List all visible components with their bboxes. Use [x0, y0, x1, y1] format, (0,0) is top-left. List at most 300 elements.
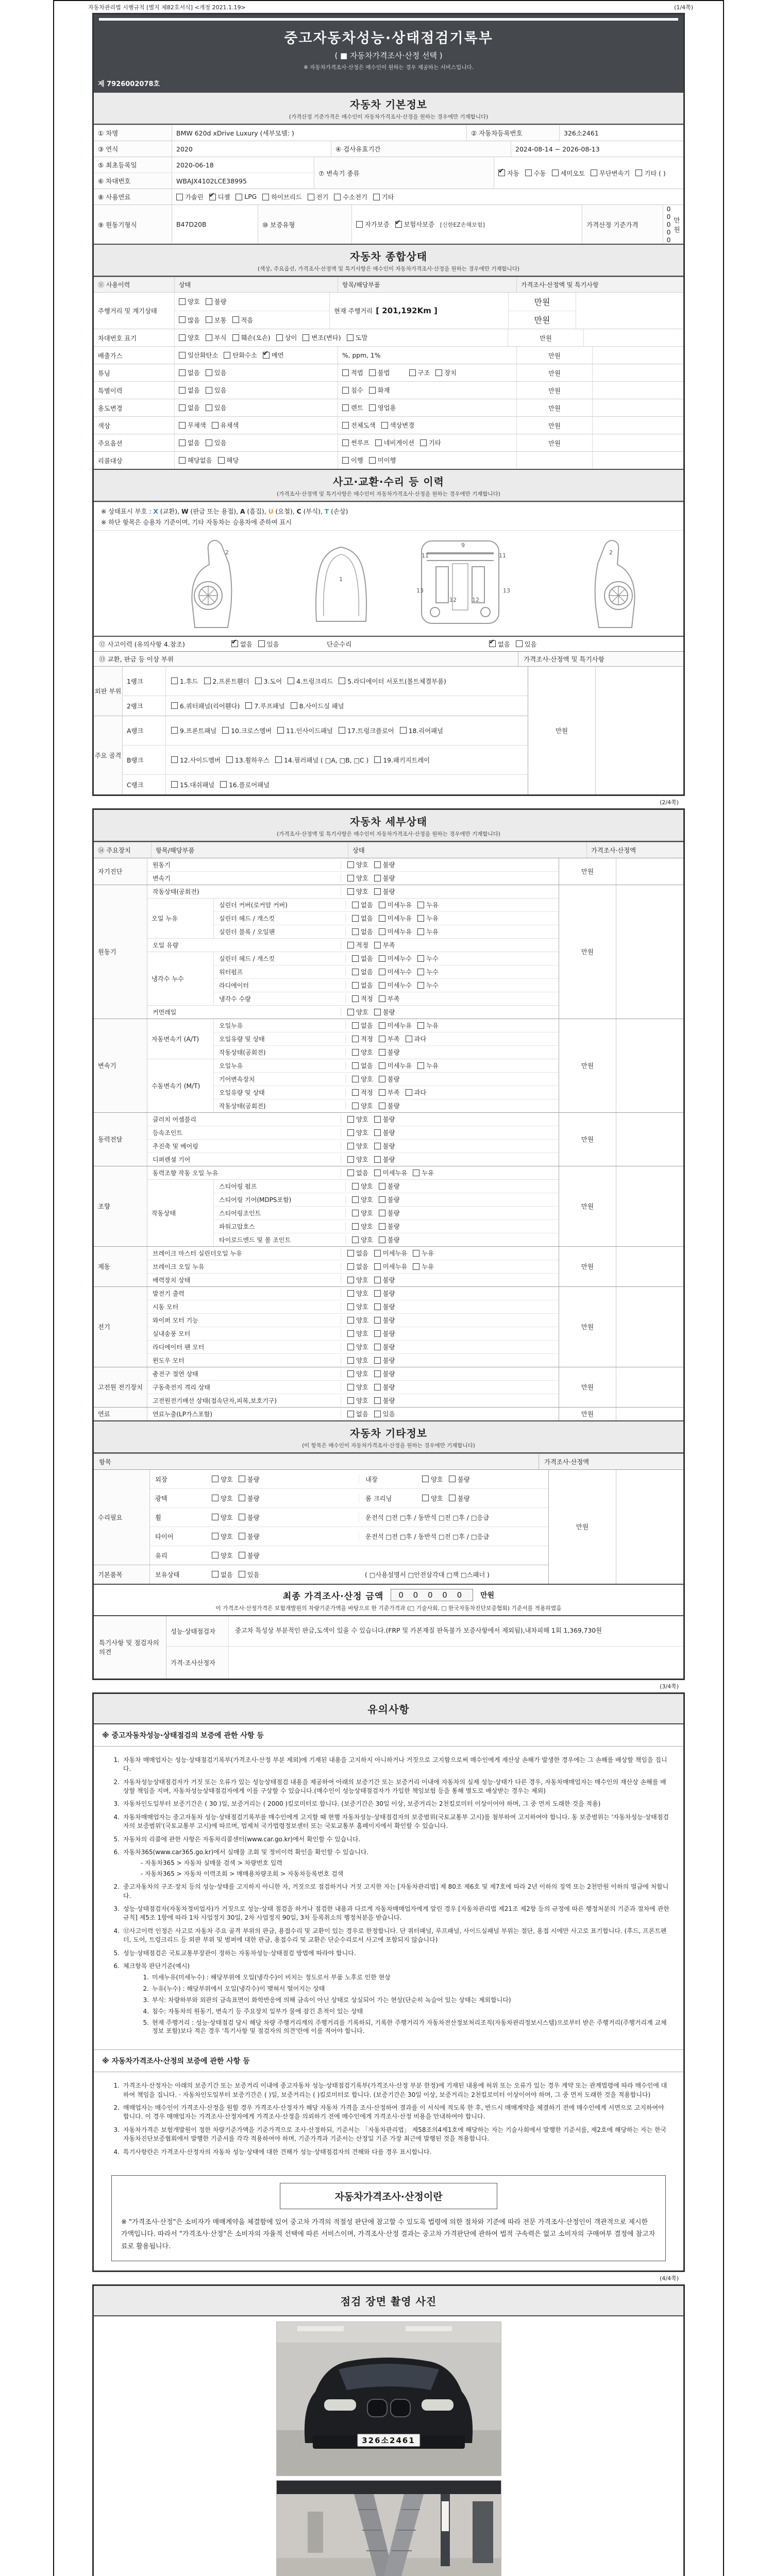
- checkbox[interactable]: [409, 369, 416, 376]
- checkbox[interactable]: [352, 915, 359, 922]
- checkbox[interactable]: [374, 1156, 381, 1163]
- appraiser-comment: [229, 1647, 683, 1679]
- checkbox[interactable]: [374, 861, 381, 868]
- item-label: 유리: [155, 1552, 167, 1560]
- checkbox[interactable]: [206, 369, 212, 376]
- checkbox-label: 없음: [240, 640, 253, 648]
- price-note-blank: [592, 382, 683, 399]
- status-checks: [174, 347, 338, 364]
- checkbox[interactable]: [552, 170, 559, 176]
- checkbox[interactable]: [379, 915, 385, 922]
- checkbox[interactable]: [347, 1411, 354, 1417]
- status-checks: [345, 1034, 559, 1043]
- checkbox[interactable]: [374, 1277, 381, 1283]
- checkbox[interactable]: [220, 781, 227, 788]
- checkbox[interactable]: [347, 1170, 354, 1176]
- checkbox[interactable]: [352, 955, 359, 962]
- checkbox-label: 적정: [361, 1089, 373, 1097]
- checkbox[interactable]: [374, 1330, 381, 1337]
- checkbox[interactable]: [422, 1495, 429, 1501]
- checkbox[interactable]: [347, 888, 354, 895]
- checkbox[interactable]: [347, 1384, 354, 1391]
- document-number: 제 7926002078호: [94, 76, 683, 92]
- outer-panel-rows: [123, 667, 528, 716]
- checkbox[interactable]: [352, 1036, 359, 1042]
- checkbox[interactable]: [417, 1022, 424, 1029]
- checkbox[interactable]: [171, 727, 178, 734]
- main-frame-group: [94, 716, 528, 794]
- checkbox[interactable]: [449, 1495, 456, 1501]
- checkbox[interactable]: [379, 1183, 385, 1190]
- checkbox[interactable]: [262, 194, 269, 200]
- legend-part: X: [153, 508, 158, 515]
- checkbox[interactable]: [379, 1036, 385, 1042]
- checkbox[interactable]: [239, 1533, 245, 1539]
- checkbox[interactable]: [342, 387, 349, 394]
- checkbox[interactable]: [291, 702, 297, 709]
- checkbox[interactable]: [417, 902, 424, 908]
- row-label: 배출가스: [98, 352, 123, 360]
- notice-section-b-title: ※ 자동차가격조사·산정의 보증에 관한 사항 등: [94, 2049, 683, 2072]
- checkbox[interactable]: [374, 1370, 381, 1377]
- checkbox[interactable]: [347, 1116, 354, 1123]
- checkbox-label: 훼손(오손): [241, 334, 271, 342]
- rank-price-blank: [595, 667, 683, 794]
- checkbox[interactable]: [212, 1571, 219, 1578]
- vin: WBAJX4102LCE38995: [172, 173, 314, 189]
- checkbox[interactable]: [212, 1533, 219, 1539]
- checkbox[interactable]: [379, 995, 385, 1002]
- checkbox[interactable]: [352, 1223, 359, 1230]
- checkbox[interactable]: [374, 1143, 381, 1149]
- checkbox[interactable]: [352, 982, 359, 989]
- checkbox[interactable]: [206, 439, 212, 446]
- checkbox[interactable]: [374, 1303, 381, 1310]
- checkbox[interactable]: [352, 1210, 359, 1216]
- checkbox[interactable]: [179, 316, 186, 323]
- diagram-part-number: 12: [472, 596, 479, 603]
- checkbox[interactable]: [224, 352, 230, 359]
- checkbox[interactable]: [489, 640, 496, 647]
- checkbox-label: 양호: [356, 1330, 368, 1338]
- checkbox[interactable]: [206, 298, 212, 305]
- checkbox[interactable]: [303, 334, 309, 341]
- checkbox[interactable]: [179, 369, 186, 376]
- checkbox-label: 자동: [507, 170, 519, 177]
- checkbox[interactable]: [374, 1397, 381, 1404]
- checkbox[interactable]: [379, 928, 385, 935]
- checkbox[interactable]: [379, 1236, 385, 1243]
- checkbox[interactable]: [379, 1049, 385, 1056]
- item-cell: [338, 364, 516, 381]
- checkbox[interactable]: [374, 888, 381, 895]
- checkbox[interactable]: [347, 1370, 354, 1377]
- checkbox[interactable]: [222, 727, 229, 734]
- device-name: 고전원 전기장치: [94, 1367, 147, 1407]
- checkbox[interactable]: [356, 221, 363, 228]
- checkbox[interactable]: [374, 1290, 381, 1297]
- checkbox[interactable]: [379, 982, 385, 989]
- checkbox[interactable]: [209, 194, 216, 200]
- checkbox[interactable]: [288, 677, 294, 684]
- checkbox[interactable]: [591, 170, 597, 176]
- accident-history-row: [94, 636, 683, 651]
- checkbox[interactable]: [347, 942, 354, 948]
- checkbox[interactable]: [239, 1552, 245, 1558]
- checkbox[interactable]: [347, 861, 354, 868]
- page-marker-2: (2/4쪽): [660, 799, 679, 806]
- checkbox[interactable]: [347, 1303, 354, 1310]
- checkbox[interactable]: [347, 334, 354, 341]
- checkbox-label: 양호: [356, 1344, 368, 1351]
- checkbox[interactable]: [379, 1062, 385, 1069]
- subgroup-label: 수동변속기 (M/T): [147, 1059, 214, 1112]
- row-label: 특별이력: [98, 387, 123, 395]
- rank-label: 1랭크: [123, 667, 166, 696]
- checkbox[interactable]: [226, 756, 233, 763]
- notice-text: [123, 1883, 670, 1901]
- checkbox[interactable]: [179, 439, 186, 446]
- warranty-checks: [356, 219, 440, 229]
- base-price-value: [663, 205, 683, 244]
- checkbox[interactable]: [417, 955, 424, 962]
- checkbox[interactable]: [374, 756, 381, 763]
- checkbox[interactable]: [276, 334, 283, 341]
- checkbox[interactable]: [347, 1263, 354, 1270]
- checkbox[interactable]: [347, 1317, 354, 1324]
- checkbox[interactable]: [406, 1036, 412, 1042]
- checkbox[interactable]: [179, 298, 186, 305]
- checkbox[interactable]: [373, 194, 380, 200]
- checkbox-label: 없음: [188, 387, 200, 395]
- block-rows: [147, 939, 559, 952]
- device-block: [147, 1113, 559, 1166]
- checkbox[interactable]: [275, 756, 282, 763]
- checkbox[interactable]: [417, 928, 424, 935]
- block-rows: [147, 885, 559, 898]
- checkbox[interactable]: [352, 1049, 359, 1056]
- checkbox[interactable]: [413, 1250, 419, 1257]
- checkbox[interactable]: [179, 387, 186, 394]
- misc-row: [150, 1488, 548, 1507]
- checkbox[interactable]: [179, 457, 186, 464]
- mileage-status-b: [175, 311, 329, 329]
- notice-text-body: 성능·상태점검자(자동차정비업자)가 거짓으로 성능·상태 점검을 하거나 점검한 내용과 다르게 자동차매매업자에게 알린 경우 [자동차관리법 제21조 제2항 등의 규정에 따른 행정처분의 기준과 절차에 관한 규칙] 제5조 1항에 따라 1차 사업정지 30일, 2차 사업정지 90일, 3차 등록취소의 행정처분을 받습니다.: [123, 1905, 669, 1922]
- item-label: 실린더 블록 / 오일팬: [219, 928, 275, 936]
- price-note-blank: [592, 399, 683, 416]
- checkbox[interactable]: [417, 915, 424, 922]
- checkbox[interactable]: [347, 1397, 354, 1404]
- checkbox[interactable]: [379, 1196, 385, 1203]
- checkbox[interactable]: [449, 1476, 456, 1482]
- checkbox[interactable]: [352, 1022, 359, 1029]
- checkbox[interactable]: [420, 439, 427, 446]
- checkbox[interactable]: [347, 1143, 354, 1149]
- checkbox[interactable]: [400, 727, 407, 734]
- checkbox[interactable]: [413, 1263, 419, 1270]
- item-label: 외장: [155, 1476, 167, 1483]
- checkbox[interactable]: [379, 1022, 385, 1029]
- notice-number: 4.: [113, 2148, 120, 2156]
- checkbox[interactable]: [369, 404, 376, 411]
- checkbox[interactable]: [342, 369, 349, 376]
- checkbox[interactable]: [239, 1571, 245, 1578]
- checkbox[interactable]: [347, 1250, 354, 1257]
- device-name: 자기진단: [94, 858, 147, 885]
- checkbox[interactable]: [342, 404, 349, 411]
- checkbox[interactable]: [255, 677, 262, 684]
- detail-row: [147, 871, 559, 885]
- item-label: 오일누유: [219, 1022, 243, 1029]
- checkbox[interactable]: [352, 1103, 359, 1109]
- checkbox[interactable]: [263, 352, 270, 359]
- detail-row: [147, 939, 559, 952]
- checkbox[interactable]: [525, 170, 532, 176]
- checkbox[interactable]: [516, 640, 523, 647]
- checkbox[interactable]: [179, 404, 186, 411]
- notice-subline: - 자동차365 > 자동차 이력조회 > 매매용차량조회 > 자동차등록번호 검색: [141, 1870, 344, 1878]
- status-checks: [341, 1248, 559, 1258]
- checkbox-label: 무채색: [188, 422, 206, 430]
- item-label: 워터펌프: [219, 968, 243, 976]
- checkbox[interactable]: [212, 422, 219, 429]
- document-page: [53, 0, 724, 2576]
- checkbox[interactable]: [277, 727, 284, 734]
- checkbox[interactable]: [347, 1357, 354, 1364]
- notice-number: 3.: [113, 1905, 120, 1913]
- checkbox[interactable]: [239, 1495, 245, 1501]
- device-block: [147, 1247, 559, 1286]
- checkbox[interactable]: [204, 677, 211, 684]
- status-checks: [341, 873, 559, 883]
- checkbox[interactable]: [176, 194, 183, 200]
- engine-type: B47D20B: [172, 205, 258, 244]
- checkbox[interactable]: [352, 969, 359, 975]
- checkbox[interactable]: [413, 1170, 419, 1176]
- checkbox-label: 부족: [382, 942, 395, 950]
- checkbox[interactable]: [374, 1263, 381, 1270]
- checkbox[interactable]: [422, 1476, 429, 1482]
- checkbox[interactable]: [258, 640, 265, 647]
- checkbox-label: LPG: [244, 193, 257, 200]
- misc-price-blank: [616, 1470, 683, 1584]
- checkbox[interactable]: [212, 1495, 219, 1501]
- checkbox[interactable]: [334, 194, 341, 200]
- checkbox[interactable]: [374, 1384, 381, 1391]
- status-checks: [345, 1195, 559, 1204]
- checkbox[interactable]: [374, 942, 381, 948]
- checkbox-label: 양호: [361, 1183, 373, 1191]
- checkbox-label: 부족: [387, 1036, 400, 1043]
- checkbox[interactable]: [352, 1062, 359, 1069]
- comprehensive-row: [94, 451, 683, 469]
- group-price-blank: [616, 1287, 683, 1367]
- checkbox[interactable]: [171, 781, 178, 788]
- checkbox[interactable]: [635, 170, 642, 176]
- checkbox[interactable]: [308, 194, 314, 200]
- checkbox[interactable]: [212, 1514, 219, 1520]
- checkbox-label: 불량: [382, 1397, 395, 1405]
- checkbox[interactable]: [381, 422, 388, 429]
- checkbox[interactable]: [369, 387, 376, 394]
- checkbox[interactable]: [236, 194, 242, 200]
- base-price-unit: 만원: [674, 216, 680, 233]
- checkbox[interactable]: [245, 702, 252, 709]
- checkbox[interactable]: [498, 170, 505, 176]
- checkbox[interactable]: [406, 1089, 412, 1096]
- checkbox[interactable]: [239, 1476, 245, 1482]
- field-label: ① 차명: [94, 125, 172, 141]
- vehicle-name: BMW 620d xDrive Luxury (세부모델: ): [172, 125, 466, 141]
- inspection-validity: 2024-08-14 ~ 2026-08-13: [511, 141, 683, 157]
- checkbox[interactable]: [206, 404, 212, 411]
- checkbox[interactable]: [417, 982, 424, 989]
- status-checks: [341, 940, 559, 950]
- checkbox[interactable]: [374, 1009, 381, 1015]
- checkbox[interactable]: [231, 640, 238, 647]
- device-block: [147, 858, 559, 885]
- inspector-opinion: [94, 1615, 683, 1679]
- checkbox-label: 과다: [414, 1089, 427, 1097]
- checkbox[interactable]: [339, 677, 345, 684]
- checkbox-label: 양호: [356, 875, 368, 883]
- checkbox-label: 불량: [382, 1344, 395, 1351]
- item-label: 발전기 출력: [153, 1290, 184, 1297]
- checkbox-label: 누유: [422, 1263, 434, 1271]
- checkbox[interactable]: [379, 1103, 385, 1109]
- checkbox[interactable]: [347, 1344, 354, 1350]
- checkbox[interactable]: [379, 902, 385, 908]
- checkbox-label: 불량: [382, 1129, 395, 1137]
- checkbox[interactable]: [379, 969, 385, 975]
- notice-number: 6.: [113, 1962, 120, 1970]
- checkbox[interactable]: [339, 727, 345, 734]
- checkbox[interactable]: [232, 316, 239, 323]
- device-block: [147, 1019, 559, 1059]
- checkbox[interactable]: [374, 1116, 381, 1123]
- checkbox[interactable]: [395, 221, 402, 228]
- checkbox[interactable]: [379, 1089, 385, 1096]
- detail-row: [214, 1233, 559, 1246]
- notice-text: [123, 1962, 670, 2038]
- checkbox[interactable]: [212, 1476, 219, 1482]
- checkbox[interactable]: [342, 422, 349, 429]
- checkbox[interactable]: [417, 969, 424, 975]
- checkbox[interactable]: [374, 1129, 381, 1136]
- checkbox[interactable]: [179, 352, 186, 359]
- checkbox[interactable]: [171, 756, 178, 763]
- checkbox[interactable]: [352, 928, 359, 935]
- row-label: 튜닝: [98, 369, 110, 377]
- item-label: 오일유량 및 상태: [219, 1035, 265, 1043]
- comprehensive-row: [94, 399, 683, 416]
- checkbox-label: 영업용: [377, 404, 396, 412]
- col-status: 상태: [348, 842, 586, 858]
- checkbox[interactable]: [379, 955, 385, 962]
- checkbox[interactable]: [206, 334, 212, 341]
- diagram-part-number: 13: [416, 587, 424, 594]
- status-checks-wide: [174, 329, 508, 346]
- checkbox[interactable]: [347, 1156, 354, 1163]
- checkbox[interactable]: [379, 1223, 385, 1230]
- checkbox[interactable]: [435, 369, 442, 376]
- checkbox[interactable]: [342, 457, 349, 464]
- checkbox-label: 기타 ( ): [644, 170, 666, 177]
- checkbox[interactable]: [239, 1514, 245, 1520]
- checkbox[interactable]: [379, 1210, 385, 1216]
- checkbox[interactable]: [206, 316, 212, 323]
- checkbox[interactable]: [417, 1062, 424, 1069]
- device-group: [94, 1367, 683, 1407]
- status-checks: [341, 1409, 559, 1418]
- notice-text-body: 가격조사·산정자는 아래의 보증기간 또는 보증거리 이내에 중고자동차 성능·상태점검기록부(가격조사·산정 부분 한정)에 기재된 내용에 허위 또는 오류가 있는 경우 계약 또는 관계법령에 따라 매수인에 대하여 책임을 집니다. · 자동차인도일부터 보증기간은 ( )일, 보증거리는 ( )킬로미터로 합니다. (보증기간은 30일 이상, 보증거리는 2천킬로미터 이상이어야 하며, 그 중 먼저 도래한 것을 적용합니다): [123, 2082, 667, 2098]
- notice-item: [107, 2148, 670, 2157]
- checkbox[interactable]: [347, 1330, 354, 1337]
- checkbox[interactable]: [374, 1317, 381, 1324]
- checkbox[interactable]: [352, 1196, 359, 1203]
- inspector-comment: 중고차 특성상 부분적인 판금,도색이 있을 수 있습니다.(FRP 및 카본재질 판독불가 보증사항에서 제외됨),내차피해 1회 1,369,730원: [235, 1627, 602, 1635]
- checkbox[interactable]: [379, 1076, 385, 1082]
- checkbox[interactable]: [206, 387, 212, 394]
- checkbox[interactable]: [352, 1089, 359, 1096]
- subitem-number: 2.: [143, 1985, 149, 1993]
- status-checks: [345, 1061, 559, 1070]
- checkbox[interactable]: [374, 1344, 381, 1350]
- checkbox[interactable]: [171, 677, 178, 684]
- checkbox[interactable]: [212, 1552, 219, 1558]
- inspection-photo-lift: [276, 2480, 501, 2576]
- checkbox-label: 있음: [524, 640, 537, 648]
- checkbox-label: 불량: [457, 1495, 470, 1502]
- opinion-row-inspector: [166, 1616, 683, 1646]
- checkbox[interactable]: [179, 422, 186, 429]
- checkbox[interactable]: [218, 457, 225, 464]
- checkbox[interactable]: [347, 1290, 354, 1297]
- checkbox[interactable]: [179, 334, 186, 341]
- checkbox[interactable]: [374, 1411, 381, 1417]
- checkbox[interactable]: [347, 875, 354, 882]
- checkbox[interactable]: [342, 439, 349, 446]
- checkbox[interactable]: [232, 334, 239, 341]
- checkbox[interactable]: [352, 902, 359, 908]
- detail-row: [147, 1166, 559, 1179]
- checkbox-label: 양호: [361, 1210, 373, 1217]
- checkbox[interactable]: [374, 1250, 381, 1257]
- detail-row: [214, 1099, 559, 1112]
- checkbox[interactable]: [374, 875, 381, 882]
- checkbox-label: 없음: [361, 1022, 373, 1030]
- checkbox[interactable]: [374, 1357, 381, 1364]
- checkbox[interactable]: [369, 369, 376, 376]
- checkbox[interactable]: [347, 1129, 354, 1136]
- item-label: 변속기: [153, 874, 171, 882]
- checkbox[interactable]: [374, 1170, 381, 1176]
- device-block: [147, 938, 559, 952]
- checkbox-label: 없음: [361, 928, 373, 936]
- notice-list-a: [107, 1756, 670, 1879]
- checkbox[interactable]: [347, 1277, 354, 1283]
- checkbox[interactable]: [375, 439, 382, 446]
- checkbox[interactable]: [369, 457, 376, 464]
- checkbox[interactable]: [352, 1236, 359, 1243]
- checkbox[interactable]: [352, 1183, 359, 1190]
- basic-info-table: [94, 125, 683, 244]
- checkbox[interactable]: [352, 1076, 359, 1082]
- checkbox[interactable]: [352, 995, 359, 1002]
- checkbox[interactable]: [171, 702, 178, 709]
- checkbox[interactable]: [347, 1009, 354, 1015]
- subitem-number: 4.: [143, 2007, 149, 2015]
